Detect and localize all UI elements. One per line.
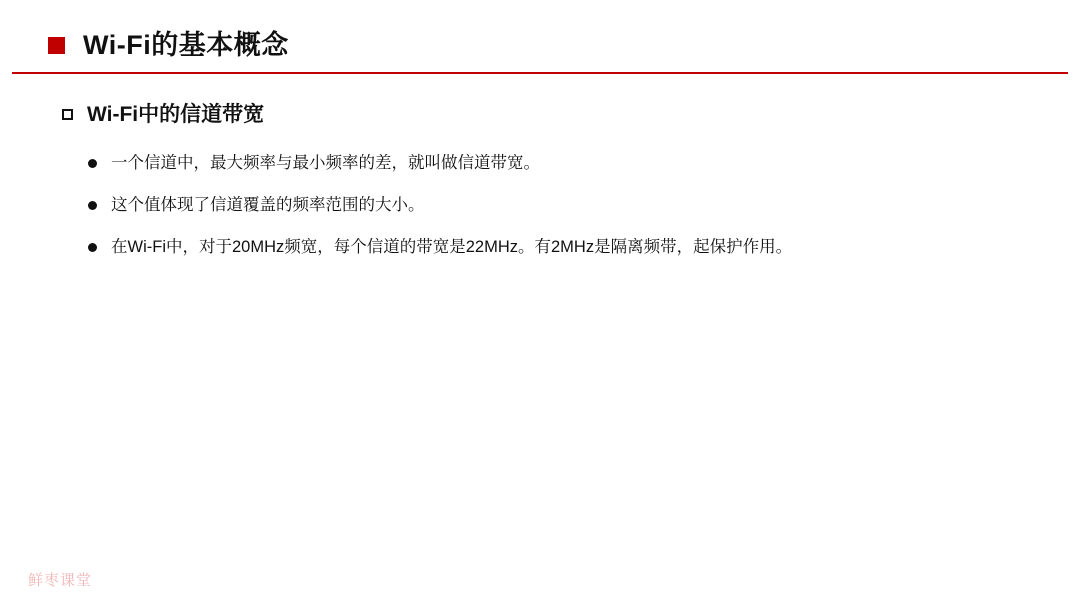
list-item xyxy=(88,152,1048,176)
bullet-list xyxy=(88,152,1048,278)
list-item xyxy=(88,194,1048,218)
list-item xyxy=(88,236,1048,260)
section-heading-row xyxy=(62,104,264,125)
footer-watermark: 鲜枣课堂 xyxy=(28,572,93,589)
list-item-text: 在Wi-Fi中，对于20MHz频宽，每个信道的带宽是22MHz。有2MHz是隔离频带，起保护作用。 xyxy=(111,237,793,256)
round-bullet-icon xyxy=(88,243,97,252)
list-item-text: 这个值体现了信道覆盖的频率范围的大小。 xyxy=(111,195,425,214)
section-heading: Wi-Fi中的信道带宽 xyxy=(87,103,265,126)
round-bullet-icon xyxy=(88,159,97,168)
square-bullet-icon xyxy=(48,37,65,54)
slide-title-row xyxy=(0,20,1080,70)
list-item-text: 一个信道中，最大频率与最小频率的差，就叫做信道带宽。 xyxy=(111,154,540,172)
title-divider xyxy=(12,72,1068,74)
page-title: Wi-Fi的基本概念 xyxy=(83,29,289,60)
round-bullet-icon xyxy=(88,201,97,210)
hollow-square-bullet-icon xyxy=(62,109,73,120)
